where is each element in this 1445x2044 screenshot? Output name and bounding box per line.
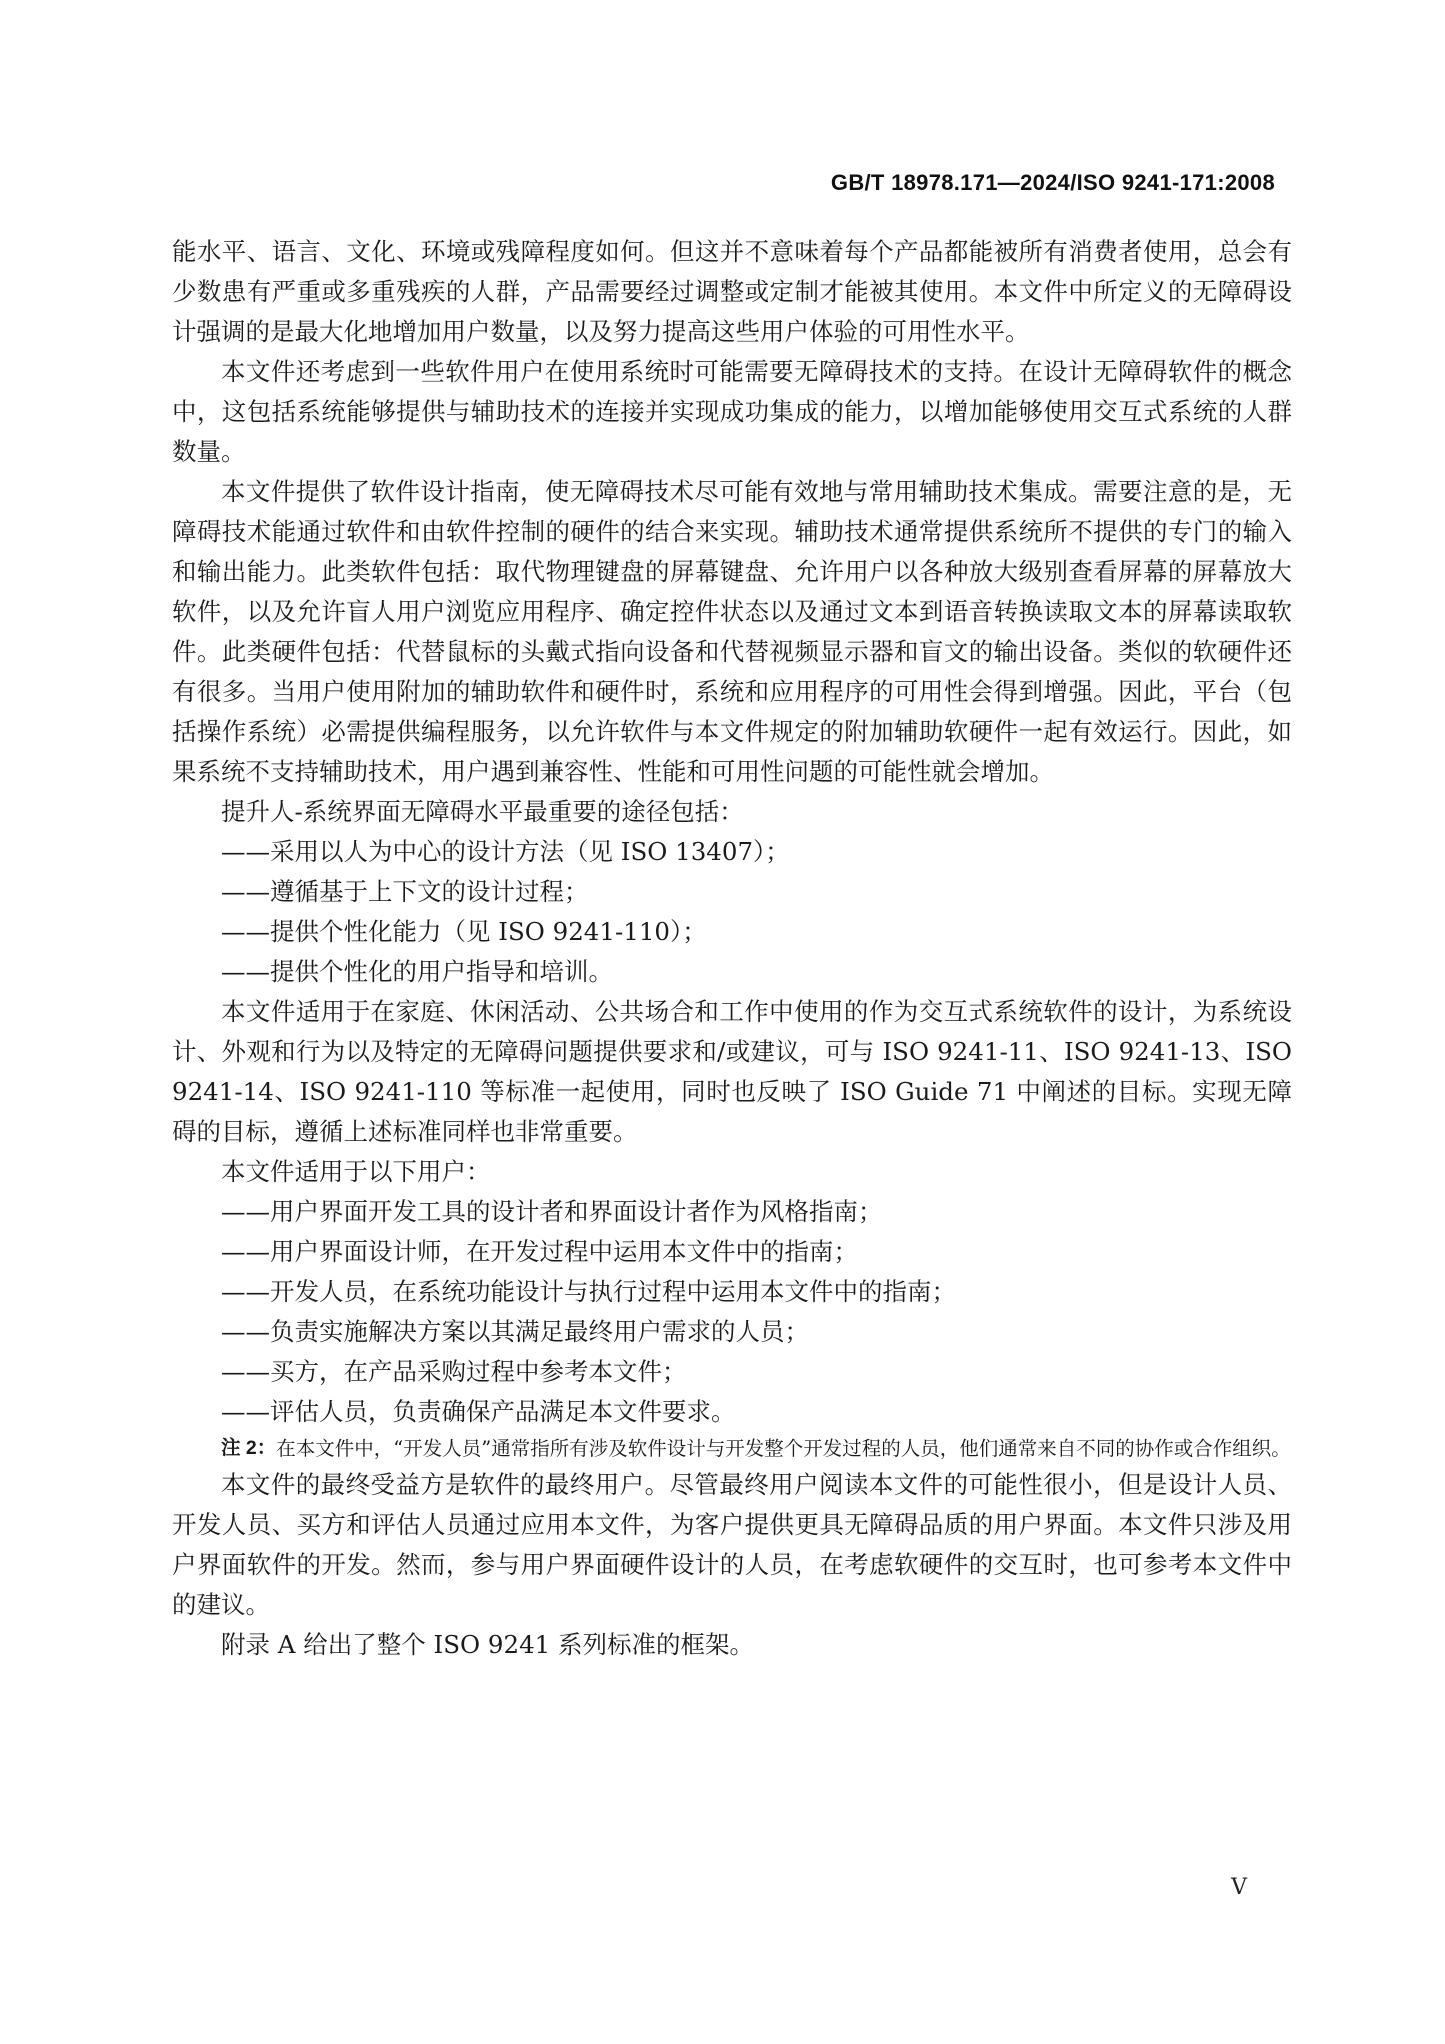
paragraph-assistive-support: 本文件还考虑到一些软件用户在使用系统时可能需要无障碍技术的支持。在设计无障碍软件的概念中，这包括系统能够提供与辅助技术的连接并实现成功集成的能力，以增加能够使用交互式系统的人群数量。	[172, 357, 1292, 466]
page-number: V	[1231, 1875, 1247, 1900]
note-text: 在本文件中，“开发人员”通常指所有涉及软件设计与开发整个开发过程的人员，他们通常来自不同的协作或合作组织。	[276, 1437, 1291, 1460]
note-block	[172, 1432, 1292, 1465]
users-list	[172, 1192, 1292, 1432]
list-item: ——用户界面设计师，在开发过程中运用本文件中的指南；	[221, 1237, 858, 1266]
paragraph-users-intro: 本文件适用于以下用户：	[221, 1157, 491, 1186]
document-body	[172, 232, 1292, 1665]
list-item: ——评估人员，负责确保产品满足本文件要求。	[221, 1397, 736, 1426]
list-item: ——买方，在产品采购过程中参考本文件；	[221, 1357, 687, 1386]
paragraph-annex-reference: 附录 A 给出了整个 ISO 9241 系列标准的框架。	[221, 1630, 755, 1659]
paragraph-design-guidance: 本文件提供了软件设计指南，使无障碍技术尽可能有效地与常用辅助技术集成。需要注意的是，无障碍技术能通过软件和由软件控制的硬件的结合来实现。辅助技术通常提供系统所不提供的专门的输入和输出能力。此类软件包括：取代物理键盘的屏幕键盘、允许用户以各种放大级别查看屏幕的屏幕放大软件，以及允许盲人用户浏览应用程序、确定控件状态以及通过文本到语音转换读取文本的屏幕读取软件。此类硬件包括：代替鼠标的头戴式指向设备和代替视频显示器和盲文的输出设备。类似的软硬件还有很多。当用户使用附加的辅助软件和硬件时，系统和应用程序的可用性会得到增强。因此，平台（包括操作系统）必需提供编程服务，以允许软件与本文件规定的附加辅助软硬件一起有效运行。因此，如果系统不支持辅助技术，用户遇到兼容性、性能和可用性问题的可能性就会增加。	[172, 477, 1292, 786]
approaches-list	[172, 832, 1292, 992]
paragraph-beneficiaries: 本文件的最终受益方是软件的最终用户。尽管最终用户阅读本文件的可能性很小，但是设计人员、开发人员、买方和评估人员通过应用本文件，为客户提供更具无障碍品质的用户界面。本文件只涉及用户界面软件的开发。然而，参与用户界面硬件设计的人员，在考虑软硬件的交互时，也可参考本文件中的建议。	[172, 1470, 1292, 1619]
list-item: ——负责实施解决方案以其满足最终用户需求的人员；	[221, 1317, 809, 1346]
standard-header: GB/T 18978.171—2024/ISO 9241-171:2008	[830, 170, 1275, 195]
paragraph-continuation: 能水平、语言、文化、环境或残障程度如何。但这并不意味着每个产品都能被所有消费者使用，总会有少数患有严重或多重残疾的人群，产品需要经过调整或定制才能被其使用。本文件中所定义的无障碍设计强调的是最大化地增加用户数量，以及努力提高这些用户体验的可用性水平。	[172, 237, 1292, 346]
note-label: 注 2：	[221, 1437, 277, 1459]
list-item: ——用户界面开发工具的设计者和界面设计者作为风格指南；	[221, 1197, 883, 1226]
paragraph-scope: 本文件适用于在家庭、休闲活动、公共场合和工作中使用的作为交互式系统软件的设计，为系统设计、外观和行为以及特定的无障碍问题提供要求和/或建议，可与 ISO 9241-11、ISO 9241-13、ISO 9241-14、ISO 9241-110 等标准一起使用，同时也反映了 ISO Guide 71 中阐述的目标。实现无障碍的目标，遵循上述标准同样也非常重要。	[172, 997, 1292, 1146]
paragraph-approaches-intro: 提升人-系统界面无障碍水平最重要的途径包括：	[221, 797, 744, 826]
list-item: ——采用以人为中心的设计方法（见 ISO 13407）；	[221, 837, 790, 866]
list-item: ——提供个性化的用户指导和培训。	[221, 957, 613, 986]
list-item: ——开发人员，在系统功能设计与执行过程中运用本文件中的指南；	[221, 1277, 956, 1306]
list-item: ——提供个性化能力（见 ISO 9241-110）；	[221, 917, 707, 946]
list-item: ——遵循基于上下文的设计过程；	[221, 877, 589, 906]
